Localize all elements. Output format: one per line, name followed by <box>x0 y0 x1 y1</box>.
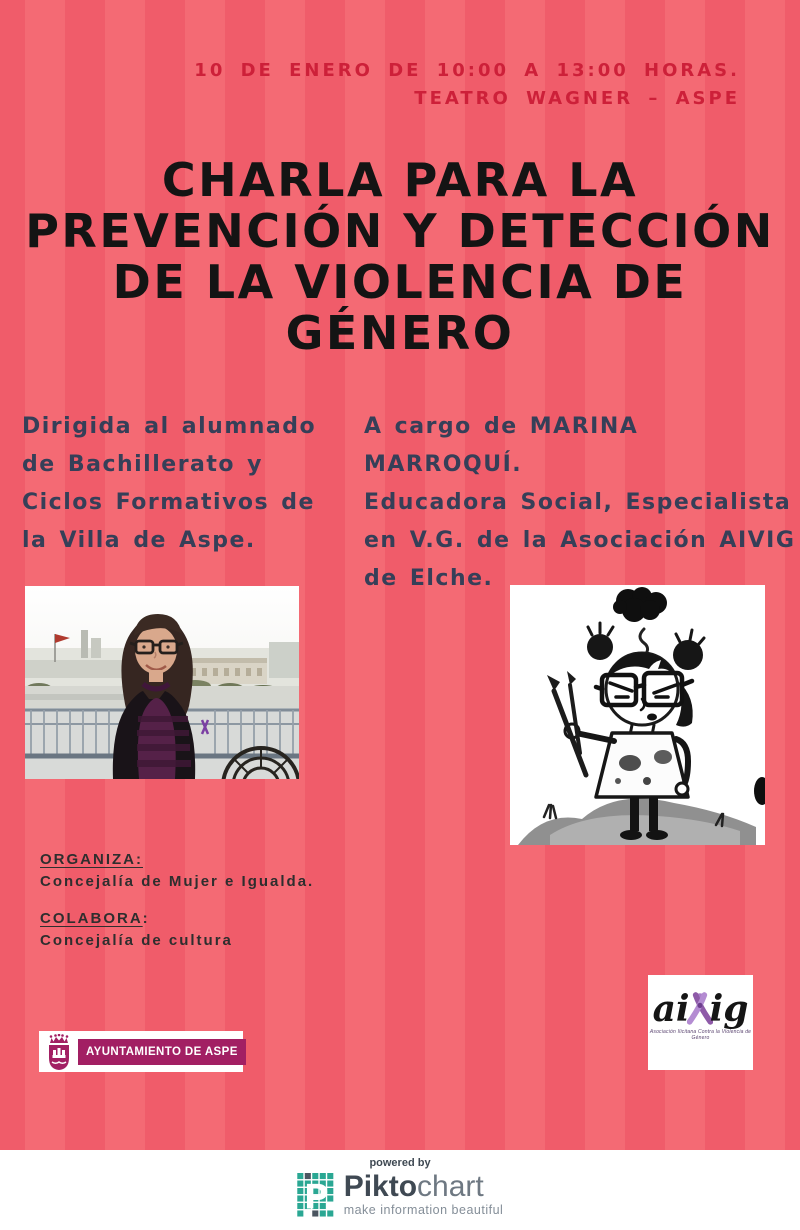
powered-by-label: powered by <box>369 1157 431 1169</box>
speaker-text <box>364 408 796 598</box>
speaker-line-4: de Elche. <box>364 566 494 591</box>
organiza-label: ORGANIZA: <box>40 851 143 868</box>
speaker-line-3: en V.G. de la Asociación AIVIG <box>364 528 796 553</box>
ayuntamiento-logo-text: AYUNTAMIENTO DE ASPE <box>78 1039 246 1065</box>
speaker-photo <box>25 586 299 779</box>
speaker-line-1: A cargo de MARINA MARROQUÍ. <box>364 414 639 477</box>
title-line-2: PREVENCIÓN Y DETECCIÓN <box>25 204 775 258</box>
brand-wordmark <box>344 1172 504 1202</box>
girl-illustration <box>510 585 765 845</box>
aivig-wordmark <box>648 988 753 1030</box>
ayuntamiento-logo <box>39 1031 243 1072</box>
piktochart-footer <box>0 1150 800 1230</box>
credits-block <box>40 849 314 967</box>
audience-line-3: Ciclos Formativos de <box>22 490 315 515</box>
poster-title <box>0 155 800 359</box>
audience-line-4: la Villa de Aspe. <box>22 528 256 553</box>
brand-tagline: make information beautiful <box>343 1203 504 1217</box>
organiza-group <box>40 849 314 893</box>
title-line-1: CHARLA PARA LA <box>161 153 639 207</box>
colabora-value: Concejalía de cultura <box>40 932 233 949</box>
title-line-3: DE LA VIOLENCIA DE <box>112 255 688 309</box>
title-line-4: GÉNERO <box>285 306 515 360</box>
speaker-line-2: Educadora Social, Especialista <box>364 490 792 515</box>
event-venue: TEATRO WAGNER – ASPE <box>414 88 740 109</box>
event-info <box>194 57 740 113</box>
audience-line-1: Dirigida al alumnado <box>22 414 317 439</box>
colabora-group <box>40 908 314 952</box>
audience-text <box>22 408 352 560</box>
brand-pikto: Pikto <box>343 1170 418 1203</box>
aspe-crest-icon <box>46 1034 72 1070</box>
colabora-colon: : <box>142 910 150 927</box>
piktochart-brand <box>297 1172 504 1217</box>
girl-illustration-graphic <box>510 585 765 845</box>
audience-line-2: de Bachillerato y <box>22 452 264 477</box>
brand-chart: chart <box>417 1170 484 1203</box>
piktochart-icon <box>297 1173 335 1217</box>
organiza-value: Concejalía de Mujer e Igualda. <box>40 873 315 890</box>
speaker-photo-graphic <box>25 586 299 779</box>
event-datetime: 10 DE ENERO DE 10:00 A 13:00 HORAS. <box>194 60 740 81</box>
aivig-tagline: Asociación Ilicitana Contra la Violencia de Género <box>649 1029 752 1041</box>
svg-text:P: P <box>303 1177 329 1217</box>
aivig-word-pre: ai <box>652 988 690 1030</box>
aivig-logo <box>648 975 753 1070</box>
colabora-label: COLABORA <box>40 910 143 927</box>
aivig-word-post: ig <box>709 988 749 1030</box>
